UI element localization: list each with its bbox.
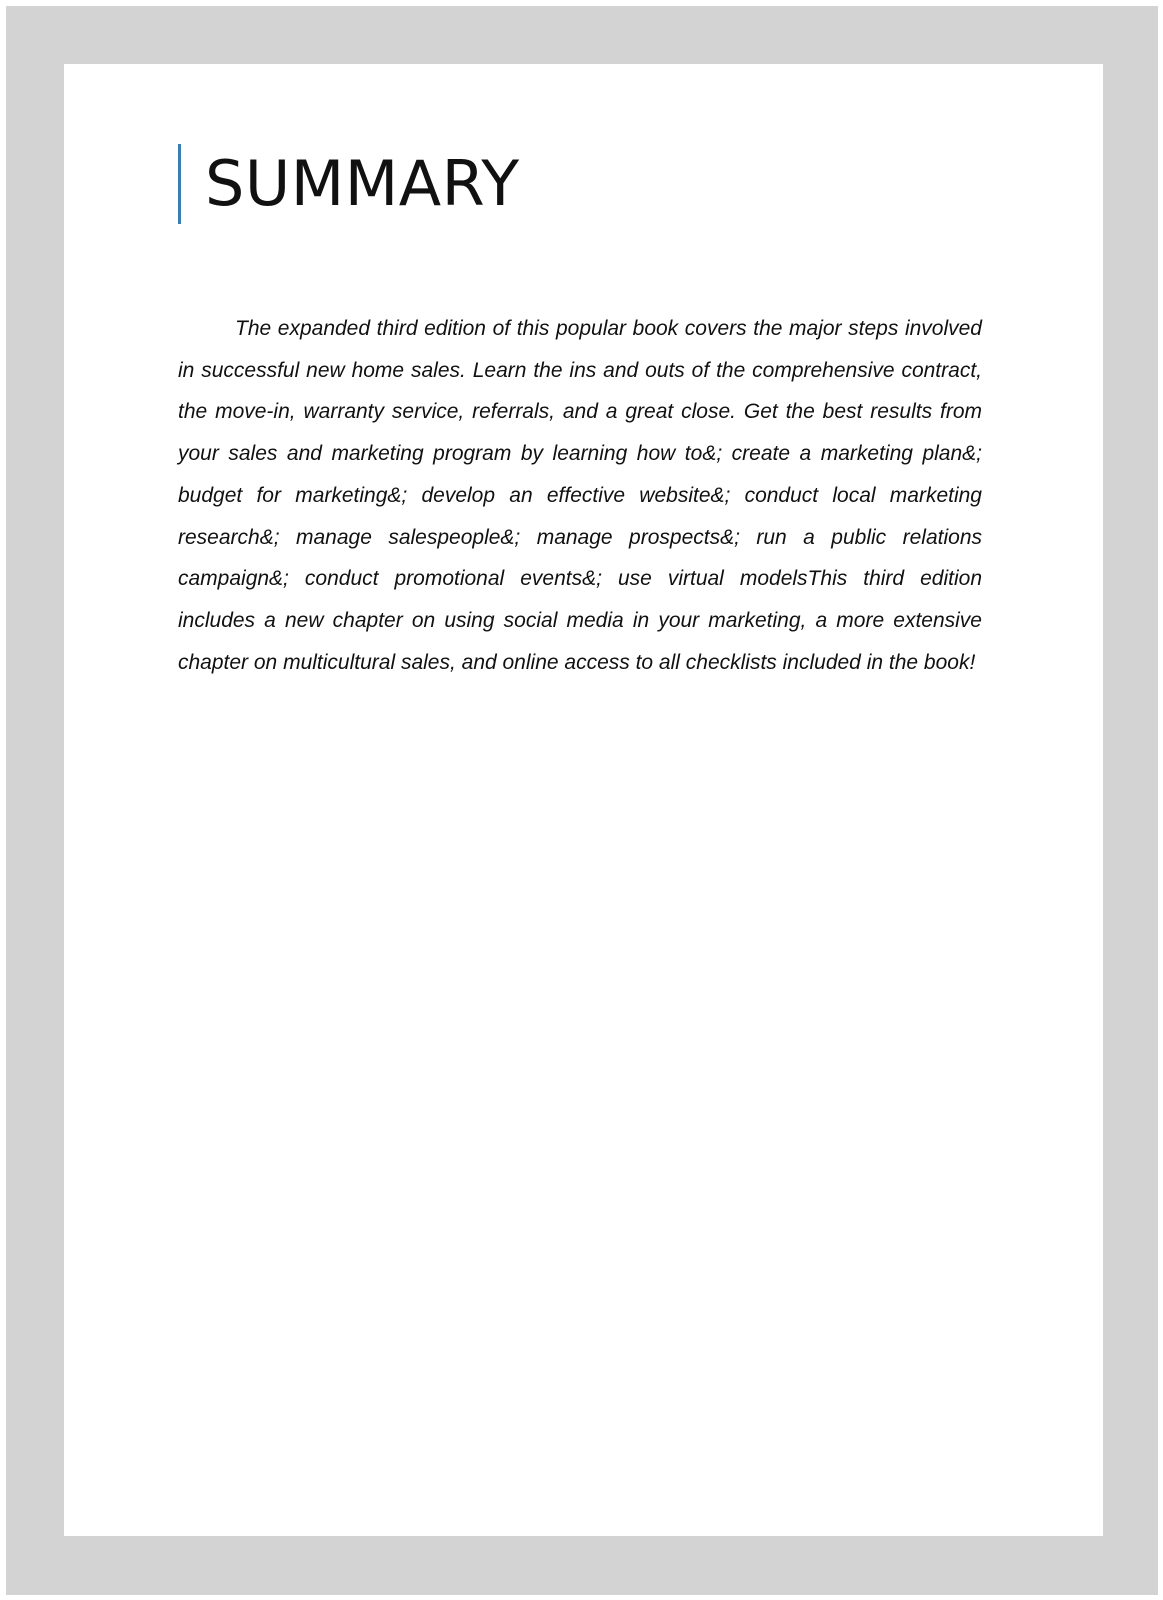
summary-paragraph: The expanded third edition of this popular book covers the major steps involved in successful new home sales. Learn the ins and outs of the comprehensive contract, the move-in, warranty service, referrals, and a great close. Get the best results from your sales and marketing program by learning how to&; create a marketing plan&; budget for marketing&; develop an effective website&; conduct local marketing research&; manage salespeople&; manage prospects&; run a public relations campaign&; conduct promotional events&; use virtual modelsThis third edition includes a new chapter on using social media in your marketing, a more extensive chapter on multicultural sales, and online access to all checklists included in the book! — [178, 317, 982, 674]
heading-block — [178, 144, 520, 224]
document-page — [64, 64, 1103, 1536]
heading-accent-bar — [178, 144, 181, 224]
page-frame — [6, 6, 1158, 1595]
page-title: SUMMARY — [205, 147, 520, 220]
